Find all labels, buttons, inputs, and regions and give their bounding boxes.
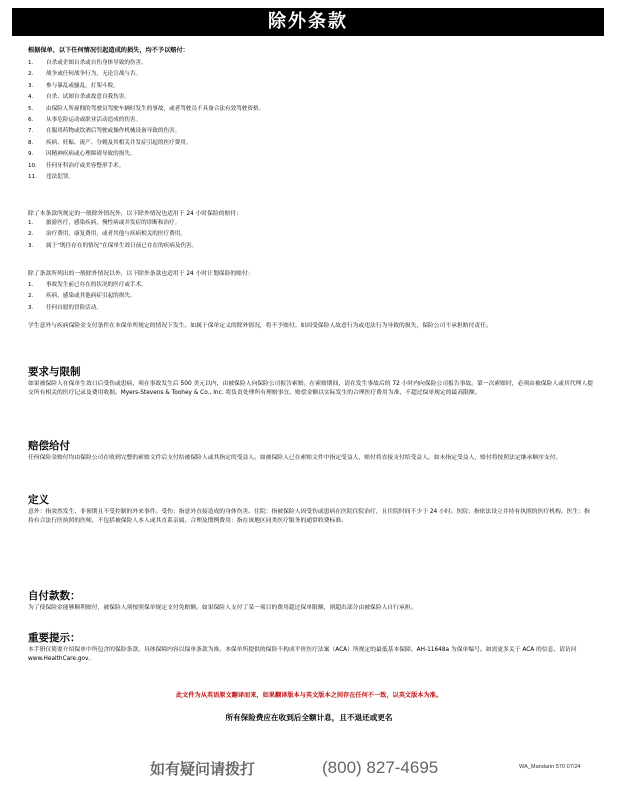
exclusion-list xyxy=(28,58,588,183)
sub-exclusion-item xyxy=(28,280,588,291)
exclusion-item xyxy=(28,81,588,92)
item-number: 1. xyxy=(28,60,34,66)
item-text: 属于“既往存在的情况”在保单生效日前已存在的疾病及伤害。 xyxy=(46,242,198,249)
footer-form-code: WA_Mandarin 570 07/24 xyxy=(519,764,581,770)
exclusion-item xyxy=(28,172,588,183)
item-number: 10. xyxy=(28,162,37,169)
exclusion-item xyxy=(28,138,588,149)
item-number: 3. xyxy=(28,82,34,89)
section-heading-payment: 赔偿给付 xyxy=(28,440,70,452)
item-number: 4. xyxy=(28,94,34,101)
item-text: 因精神疾病或心理障碍导致的损失。 xyxy=(46,151,136,158)
item-text: 战争或任何战争行为，无论宣战与否。 xyxy=(46,71,142,78)
sub-exclusion-item xyxy=(28,291,588,302)
footer-question: 如有疑问请拨打 xyxy=(150,760,256,778)
item-text: 疾病、妊娠、流产、分娩及其相关并发症引起的医疗费用。 xyxy=(46,139,192,146)
item-number: 11. xyxy=(28,174,37,181)
exclusion-item xyxy=(28,104,588,115)
sub-exclusions-intro-1: 除了本条款所规定的一般除外情况外，以下除外情况也适用于 24 小时保险的赔付： xyxy=(28,211,242,217)
item-number: 7. xyxy=(28,128,34,135)
item-text: 由保险人所雇佣的驾驶员驾驶车辆时发生的事故，或者驾驶员不具备合法有效驾驶资格。 xyxy=(46,105,265,112)
section-heading-definitions: 定义 xyxy=(28,494,49,506)
item-number: 3. xyxy=(28,304,34,311)
footer-phone[interactable]: (800) 827-4695 xyxy=(322,758,439,777)
item-text: 自杀或企图自杀或自伤身体导致的伤害。 xyxy=(46,60,147,66)
item-text: 治疗费用，康复费用，或者其他与疾病相关的医疗费用。 xyxy=(46,231,186,238)
item-text: 自杀、试图自杀或故意自我伤害。 xyxy=(46,94,130,101)
item-number: 1. xyxy=(28,282,34,288)
exclusion-item xyxy=(28,115,588,126)
item-text: 疾病，感染或其他病症引起的损失。 xyxy=(46,293,136,300)
item-number: 2. xyxy=(28,71,34,78)
item-text: 参与暴乱或骚乱，打架斗殴。 xyxy=(46,82,119,89)
item-text: 任何自愿的冒险活动。 xyxy=(46,304,102,311)
section-heading-requirements: 要求与限制 xyxy=(28,366,81,378)
item-number: 5. xyxy=(28,105,34,112)
section-body-payment: 任何保险金赔付均由保险公司在收到完整的索赔文件后支付给被保险人或其指定的受益人。如被保险人已在索赔文件中指定受益人，赔付将直接支付给受益人。如未指定受益人，赔付将按照法定继承顺序支付。 xyxy=(28,455,562,461)
title-bar xyxy=(12,8,604,36)
exclusion-item xyxy=(28,58,588,69)
item-text: 事故发生前已存在的状况的医疗或手术。 xyxy=(46,282,147,288)
sub-exclusion-item xyxy=(28,218,588,229)
exclusion-item xyxy=(28,161,588,172)
intro-paragraph: 学生意外与疾病保险金支付条件在本保单所规定的情况下发生。如属于保单定义的除外情况，将不予赔付。如因受保险人故意行为或违法行为导致的损失，保险公司不承担赔付责任。 xyxy=(28,323,492,329)
sub-exclusion-list-2 xyxy=(28,280,588,314)
item-number: 9. xyxy=(28,151,34,158)
sub-exclusion-item xyxy=(28,241,588,252)
sub-exclusion-item xyxy=(28,303,588,314)
item-text: 在服用药物或饮酒后驾驶或操作机械设备导致的伤害。 xyxy=(46,128,181,135)
section-body-copay: 为了使保险金能够顺利赔付，被保险人须按照保单规定支付免赔额。如果保险人支付了某一项目的费用超过保单限额，则超出部分由被保险人自行承担。 xyxy=(28,605,417,611)
section-heading-copay: 自付款数： xyxy=(28,590,81,602)
item-number: 2. xyxy=(28,293,34,300)
item-number: 2. xyxy=(28,231,34,238)
item-number: 3. xyxy=(28,242,34,249)
translation-notice: 此文件为从英语原文翻译而来，如果翻译版本与英文版本之间存在任何不一致，以英文版本为准。 xyxy=(175,692,443,699)
section-body-important: 本手册仅简要介绍保单中所包含的保险条款，具体保障内容以保单条款为准。本保单所提供的保险不构成平价医疗法案（ACA）所规定的最低基本保障。AH-11648a 为保单编号。如需更多关于 ACA 的信息，请访问 www.HealthCare.gov。 xyxy=(28,647,577,662)
section-body-definitions: 意外：指突然发生、非预期且不受控制的外来事件。受伤：指意外直接造成的身体伤害。住院：指被保险人因受伤或患病在医院住院治疗，且住院时间不少于 24 小时。医院：指依法设立并持有执照的医疗机构。医生：指持有合法行医执照的医师，不包括被保险人本人或其直系亲属。合理及惯例费用：指在该地区同类医疗服务的通常收费标准。 xyxy=(28,509,590,524)
exclusion-item xyxy=(28,92,588,103)
section-heading-important: 重要提示： xyxy=(28,632,81,644)
sub-exclusion-list-1 xyxy=(28,218,588,252)
item-number: 8. xyxy=(28,139,34,146)
item-text: 旅游医疗，感染疾病，慢性病或并发症的诊断和治疗。 xyxy=(46,220,181,226)
premium-statement: 所有保险费应在收到后全额计息，且不退还或更名 xyxy=(225,713,393,722)
exclusions-intro: 根据保单，以下任何情况引起造成的损失，均不予以赔付： xyxy=(28,47,189,54)
exclusion-item xyxy=(28,149,588,160)
item-number: 1. xyxy=(28,220,34,226)
page-title: 除外条款 xyxy=(268,11,348,32)
section-body-requirements: 如果被保险人在保单生效日后受伤或患病，须在事故发生后 500 美元以内，由被保险人向保险公司报告索赔。在索赔期间，请在发生事故后的 72 小时内向保险公司报告事故。第一次索赔时，必须由被保险人或其代理人提交所有相关的医疗记录及费用收据。Myers-Stevens & Toohey & Co., Inc. 将负责处理所有理赔事宜。赔偿金额以实际发生的合理医疗费用为准，不超过保单规定的最高限额。 xyxy=(28,381,593,396)
item-text: 违法犯罪。 xyxy=(46,174,74,181)
sub-exclusion-item xyxy=(28,229,588,240)
item-number: 6. xyxy=(28,117,34,124)
exclusion-item xyxy=(28,69,588,80)
sub-exclusions-intro-2: 除了条款所列出的一般除外情况以外，以下除外条款也适用于 24 小时计划保险的赔付： xyxy=(28,271,254,277)
item-text: 任何牙科治疗或美容整形手术。 xyxy=(46,162,125,169)
item-text: 从事危险运动或职业活动造成的伤害。 xyxy=(46,117,142,124)
exclusion-item xyxy=(28,126,588,137)
